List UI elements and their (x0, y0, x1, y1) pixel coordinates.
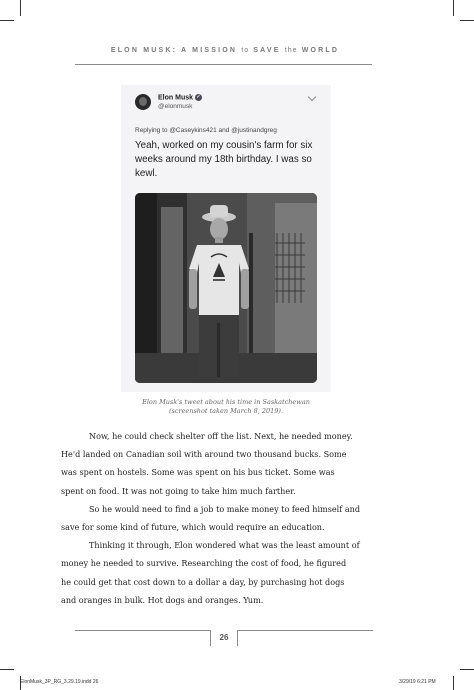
running-head-save: SAVE (253, 47, 281, 54)
tweet-card (121, 85, 331, 392)
page-number: 26 (219, 633, 229, 642)
crop-mark-top-left (20, 0, 21, 16)
chevron-down-icon (308, 93, 316, 101)
crop-mark-bottom-right-h (460, 669, 474, 670)
crop-mark-bottom-right (453, 676, 454, 690)
tweet-screenshot-figure (121, 85, 331, 392)
paragraph-line: Now, he could check shelter off the list. Next, he needed money. (89, 431, 353, 441)
caption-line-2: (screenshot taken March 8, 2019). (168, 407, 284, 415)
paragraph-line: and oranges in bulk. Hot dogs and oranges. Yum. (61, 594, 264, 605)
avatar (135, 94, 151, 110)
paragraph-2 (61, 500, 373, 536)
paragraph-line: Thinking it through, Elon wondered what was the least amount of (89, 540, 360, 551)
running-head-world: WORLD (301, 47, 340, 54)
running-head (80, 47, 370, 54)
print-slug-filename: ElonMusk_3P_RG_3.29.19.indd 26 (20, 679, 99, 685)
running-head-title: ELON MUSK: A MISSION (110, 47, 238, 54)
footer-rule-left (75, 630, 210, 631)
running-head-the: the (284, 47, 298, 54)
body-text (61, 427, 373, 609)
page-number-box (210, 630, 238, 646)
crop-mark-bottom-left-h (0, 669, 14, 670)
paragraph-3 (61, 536, 373, 609)
running-head-to: to (241, 47, 250, 54)
verified-badge-icon: ✓ (196, 94, 201, 100)
author-name-text: Elon Musk (158, 94, 194, 102)
paragraph-line: So he would need to find a job to make money to feed himself and (89, 503, 361, 514)
photo-illustration (135, 193, 317, 383)
print-slug-timestamp: 3/29/19 6:21 PM (399, 679, 436, 685)
crop-mark-top-right-h (460, 20, 474, 21)
tweet-author-handle: @elonmusk (158, 103, 193, 110)
crop-mark-top-left-h (0, 20, 14, 21)
tweet-text: Yeah, worked on my cousin's farm for six weeks around my 18th birthday. I was so kewl. (135, 140, 313, 179)
crop-mark-top-right (453, 0, 454, 16)
replying-to-line: Replying to @Caseykins421 and @justinandgreg (135, 127, 277, 134)
header-rule (75, 64, 372, 65)
paragraph-1 (61, 427, 373, 500)
caption-line-1: Elon Musk's tweet about his time in Saskatchewan (142, 398, 310, 406)
paragraph-line: he could get that cost down to a dollar a day, by purchasing hot dogs (61, 576, 345, 587)
paragraph-line: save for some kind of future, which would require an education. (61, 522, 325, 533)
tweet-author-name (158, 94, 202, 101)
paragraph-line: He'd landed on Canadian soil with around two thousand bucks. Some (61, 449, 347, 460)
paragraph-line: money he needed to survive. Researching the cost of food, he figured (61, 558, 347, 569)
footer-rule-right (238, 630, 373, 631)
paragraph-line: spent on food. It was not going to take him much farther. (61, 485, 296, 496)
tweet-photo (135, 193, 317, 383)
figure-caption (121, 398, 331, 416)
paragraph-line: was spent on hostels. Some was spent on his bus ticket. Some was (61, 467, 335, 478)
